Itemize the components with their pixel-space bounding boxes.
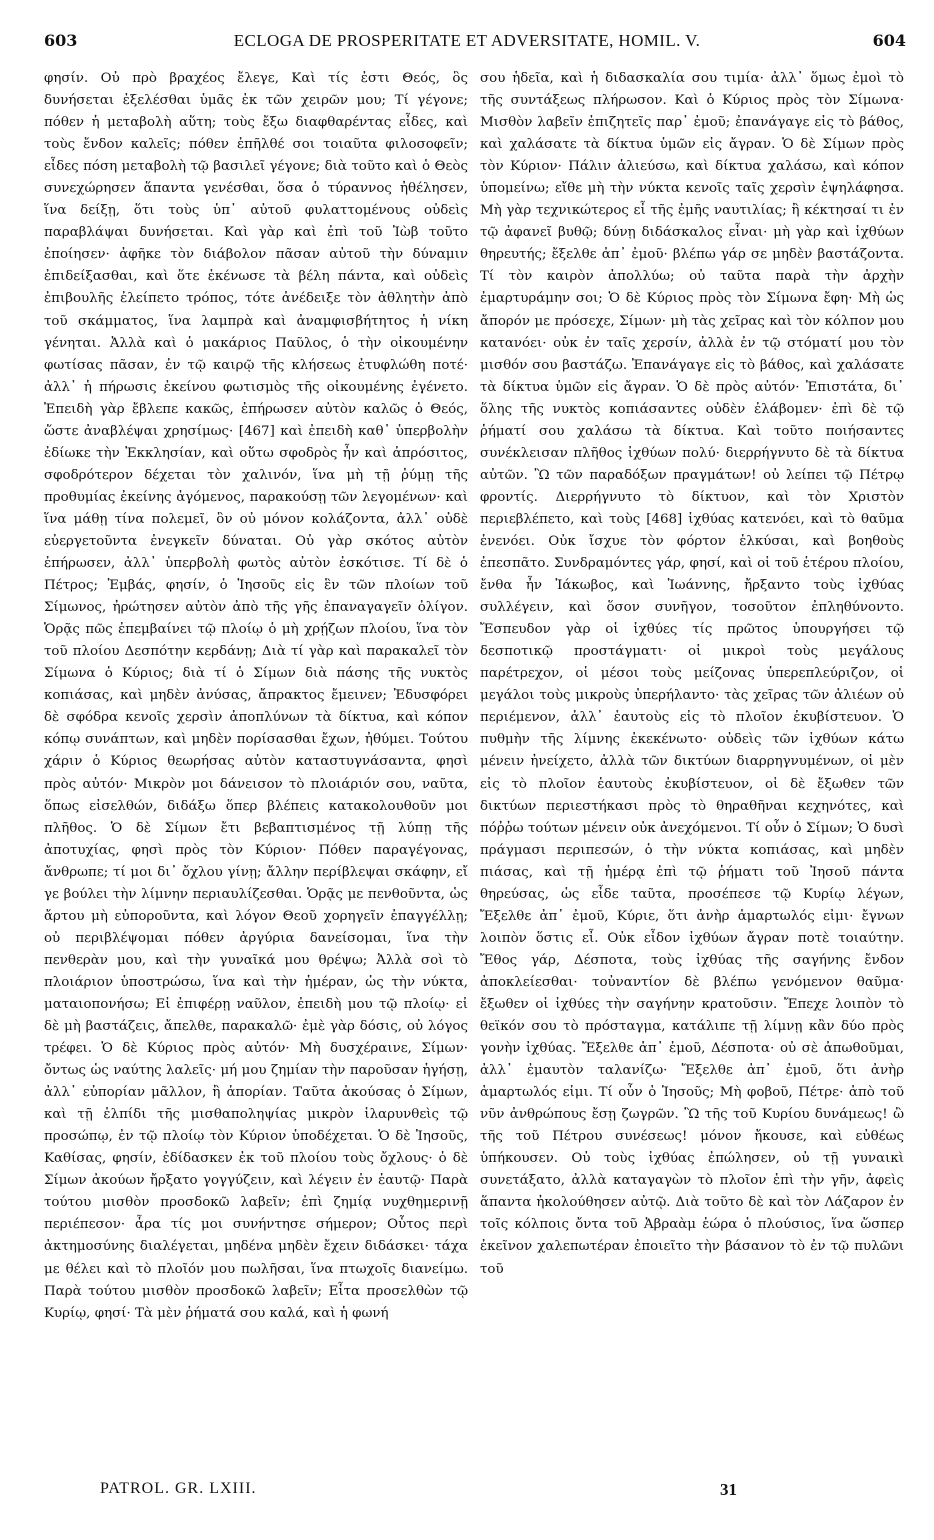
column-right-text: σου ἡδεῖα, καὶ ἡ διδασκαλία σου τιμία· ἀλλ᾽ ὅμως ἐμοὶ τὸ τῆς συντάξεως πλήρωσον. Καὶ ὁ Κύριος πρὸς τὸν Σίμωνα· Μισθὸν λαβεῖν ἐπιζητεῖς παρ᾽ ἐμοῦ; ἐπανάγαγε εἰς τὸ βάθος, καὶ χαλάσατε τὰ δίκτυα ὑμῶν εἰς ἄγραν. Ὁ δὲ Σίμων πρὸς τὸν Κύριον· Πάλιν ἁλιεύσω, καὶ δίκτυα χαλάσω, καὶ κόπον ὑπομείνω; εἴθε μὴ τὴν νύκτα κενοῖς ταῖς χερσὶν ἐψηλάφησα. Μὴ γὰρ τεχνικώτερος εἶ τῆς ἐμῆς ναυτιλίας; ἢ κέκτησαί τι ἐν τῷ ἀφανεῖ βυθῷ; δύνῃ διδάσκαλος εἶναι· μὴ γὰρ καὶ ἰχθύων θηρευτής; ἔξελθε ἀπ᾽ ἐμοῦ· βλέπω γάρ σε μηδὲν βαστάζοντα. Τί τὸν καιρὸν ἀπολλύω; οὐ ταῦτα παρὰ τὴν ἀρχὴν ἐμαρτυράμην σοι; Ὁ δὲ Κύριος πρὸς τὸν Σίμωνα ἔφη· Μὴ ὡς ἄπορόν με πρόσεχε, Σίμων· μὴ τὰς χεῖρας καὶ τὸν κόλπον μου κατανόει· οὐκ ἐν ταῖς χερσίν, ἀλλὰ ἐν τῷ στόματί μου τὸν μισθόν σου βαστάζω. Ἐπανάγαγε εἰς τὸ βάθος, καὶ χαλάσατε τὰ δίκτυα ὑμῶν εἰς ἄγραν. Ὁ δὲ πρὸς αὐτόν· Ἐπιστάτα, δι᾽ ὅλης τῆς νυκτὸς κοπιάσαντες οὐδὲν ἐλάβομεν· ἐπὶ δὲ τῷ ῥήματί σου χαλάσω τὰ δίκτυα. Καὶ τοῦτο ποιήσαντες συνέκλεισαν πλῆθος ἰχθύων πολύ· διερρήγνυτο δὲ τὰ δίκτυα αὐτῶν. Ὢ τῶν παραδόξων πραγμάτων! οὐ λείπει τῷ Πέτρῳ φροντίς. Διερρήγνυτο τὸ δίκτυον, καὶ τὸν Χριστὸν περιεβλέπετο, καὶ τοὺς [468] ἰχθύας κατενόει, καὶ τὸ θαῦμα ἐνενόει. Οὐκ ἴσχυε τὸν φόρτον ἑλκύσαι, καὶ βοηθοὺς ἐπεσπᾶτο. Συνδραμόντες γάρ, φησί, καὶ οἱ τοῦ ἑτέρου πλοίου, ἔνθα ἦν Ἰάκωβος, καὶ Ἰωάννης, ἤρξαντο τοὺς ἰχθύας συλλέγειν, καὶ ὅσον συνῆγον, τοσοῦτον ἐπληθύνοντο. Ἔσπευδον γὰρ οἱ ἰχθύες τίς πρῶτος ὑπουργήσει τῷ δεσποτικῷ προστάγματι· οἱ μικροὶ τοὺς μεγάλους παρέτρεχον, οἱ μέσοι τοὺς μείζονας ὑπερεπλεύριζον, οἱ μεγάλοι τοὺς μικροὺς ὑπερήλαντο· τὰς χεῖρας τῶν ἁλιέων οὐ περιέμενον, ἀλλ᾽ ἑαυτοὺς εἰς τὸ πλοῖον ἐκυβίστευον. Ὁ πυθμὴν τῆς λίμνης ἐκεκένωτο· οὐδεὶς τῶν ἰχθύων κάτω μένειν ἠνείχετο, ἀλλὰ τῶν δικτύων διαρρηγνυμένων, οἱ μὲν εἰς τὸ πλοῖον ἑαυτοὺς ἐκυβίστευον, οἱ δὲ ἔξωθεν τῶν δικτύων περιεστήκασι πρὸς τὸ θηραθῆναι κεχηνότες, καὶ πόῤῥω τούτων μένειν οὐκ ἀνεχόμενοι. Τί οὖν ὁ Σίμων; Ὁ δυσὶ πράγμασι περιπεσών, ὁ τὴν νύκτα κοπιάσας, καὶ μηδὲν πιάσας, καὶ τῇ ἡμέρᾳ ἐπὶ τῷ ῥήματι τοῦ Ἰησοῦ πάντα θηρεύσας, ὡς εἶδε ταῦτα, προσέπεσε τῷ Κυρίῳ λέγων, Ἔξελθε ἀπ᾽ ἐμοῦ, Κύριε, ὅτι ἀνὴρ ἁμαρτωλός εἰμι· ἔγνων λοιπὸν ὅστις εἶ. Οὐκ εἶδον ἰχθύων ἄγραν ποτὲ τοιαύτην. Ἔθος γάρ, Δέσποτα, τοὺς ἰχθύας τῆς σαγήνης ἔνδον ἀποκλείεσθαι· τοὐναντίον δὲ βλέπω γενόμενον θαῦμα· ἔξωθεν οἱ ἰχθύες τὴν σαγήνην κρατοῦσιν. Ἔπεχε λοιπὸν τὸ θεϊκόν σου τὸ πρόσταγμα, κατάλιπε τῇ λίμνῃ κἂν δύο πρὸς γονὴν ἰχθύας. Ἔξελθε ἀπ᾽ ἐμοῦ, Δέσποτα· οὐ σὲ ἀπωθοῦμαι, ἀλλ᾽ ἐμαυτὸν ταλανίζω· Ἔξελθε ἀπ᾽ ἐμοῦ, ὅτι ἀνὴρ ἁμαρτωλός εἰμι. Τί οὖν ὁ Ἰησοῦς; Μὴ φοβοῦ, Πέτρε· ἀπὸ τοῦ νῦν ἀνθρώπους ἔσῃ ζωγρῶν. Ὢ τῆς τοῦ Κυρίου δυνάμεως! ὢ τῆς τοῦ Πέτρου συνέσεως! μόνον ἤκουσε, καὶ εὐθέως ὑπήκουσεν. Οὐ τοὺς ἰχθύας ἐπώλησεν, οὐ τῇ γυναικὶ συνετάξατο, ἀλλὰ καταγαγὼν τὸ πλοῖον ἐπὶ τὴν γῆν, ἀφεὶς ἅπαντα ἠκολούθησεν αὐτῷ. Διὰ τοῦτο δὲ καὶ τὸν Λάζαρον ἐν τοῖς κόλποις ὄντα τοῦ Ἀβραὰμ ἑώρα ὁ πλούσιος, ἵνα ὥσπερ ἐκεῖνον χαλεπωτέραν ἐποιεῖτο τὴν βάσανον τὸ ἐν τῷ πυλῶνι τοῦ <box>480 71 904 1277</box>
footer-sheet-number: 31 <box>720 1480 737 1499</box>
running-title: ECLOGA DE PROSPERITATE ET ADVERSITATE, HOMIL. V. <box>233 31 701 50</box>
column-left-text: φησίν. Οὐ πρὸ βραχέος ἔλεγε, Καὶ τίς ἐστι Θεός, ὃς δυνήσεται ἐξελέσθαι ὑμᾶς ἐκ τῶν χειρῶν μου; Τί γέγονε; πόθεν ἡ μεταβολὴ αὕτη; τοὺς ἔξω διαφθαρέντας εἶδες, καὶ τοὺς ἔνδον καλεῖς; πόθεν ἐπῆλθέ σοι τοιαῦτα φιλοσοφεῖν; εἶδες πόση μεταβολὴ τῷ βασιλεῖ γέγονε; διὰ τοῦτο καὶ ὁ Θεὸς συνεχώρησεν ἅπαντα γενέσθαι, ὅσα ὁ τύραννος ἠθέλησεν, ἵνα δείξῃ, ὅτι τοὺς ὑπ᾽ αὐτοῦ φυλαττομένους οὐδεὶς παραβλάψαι δυνήσεται. Καὶ γὰρ καὶ ἐπὶ τοῦ Ἰὼβ τοῦτο ἐποίησεν· ἀφῆκε τὸν διάβολον πᾶσαν αὐτοῦ τὴν δύναμιν ἐπιδείξασθαι, καὶ ὅτε ἐκένωσε τὰ βέλη πάντα, καὶ οὐδεὶς ἐπιβουλῆς ἐλείπετο τρόπος, τότε ἀνέδειξε τὸν ἀθλητὴν ἀπὸ τοῦ σκάμματος, ἵνα λαμπρὰ καὶ ἀναμφισβήτητος ἡ νίκη γένηται. Ἀλλὰ καὶ ὁ μακάριος Παῦλος, ὁ τὴν οἰκουμένην φωτίσας πᾶσαν, ἐν τῷ καιρῷ τῆς κλήσεως ἐτυφλώθη ποτέ· ἀλλ᾽ ἡ πήρωσις ἐκείνου φωτισμὸς τῆς οἰκουμένης ἐγένετο. Ἐπειδὴ γὰρ ἔβλεπε κακῶς, ἐπήρωσεν αὐτὸν καλῶς ὁ Θεός, ὥστε ἀναβλέψαι χρησίμως· [467] καὶ ἐπειδὴ καθ᾽ ὑπερβολὴν ἐδίωκε τὴν Ἐκκλησίαν, καὶ οὕτω σφοδρὸς ἦν καὶ ἀπρόσιτος, σφοδρότερον δέχεται τὸν χαλινόν, ἵνα μὴ τῇ ῥύμῃ τῆς προθυμίας ἐκείνης ἀγόμενος, παρακούσῃ τῶν λεγομένων· καὶ ἵνα μάθῃ τίνα πολεμεῖ, ὃν οὐ μόνον κολάζοντα, ἀλλ᾽ οὐδὲ εὐεργετοῦντα ἐνεγκεῖν δύναται. Οὐ γὰρ σκότος αὐτὸν ἐπήρωσεν, ἀλλ᾽ ὑπερβολὴ φωτὸς αὐτὸν ἐσκότισε. Τί δὲ ὁ Πέτρος; Ἐμβάς, φησίν, ὁ Ἰησοῦς εἰς ἓν τῶν πλοίων τοῦ Σίμωνος, ἠρώτησεν αὐτὸν ἀπὸ τῆς γῆς ἐπαναγαγεῖν ὀλίγον. Ὁρᾷς πῶς ἐπεμβαίνει τῷ πλοίῳ ὁ μὴ χρῄζων πλοίου, ἵνα τὸν τοῦ πλοίου Δεσπότην κερδάνῃ; Διὰ τί γὰρ καὶ παρακαλεῖ τὸν Σίμωνα ὁ Κύριος; διὰ τί ὁ Σίμων διὰ πάσης τῆς νυκτὸς κοπιάσας, καὶ μηδὲν ἀνύσας, ἄπρακτος ἔμεινεν; Ἐδυσφόρει δὲ σφόδρα κενοῖς χερσὶν ἀποπλύνων τὰ δίκτυα, καὶ κόπον κόπῳ συνάπτων, καὶ μηδὲν πορίσασθαι ἔχων, ἠθύμει. Τούτου χάριν ὁ Κύριος θεωρήσας αὐτὸν καταστυγνάσαντα, φησὶ πρὸς αὐτόν· Μικρὸν μοι δάνεισον τὸ πλοιάριόν σου, ναῦτα, ὅπως εἰσελθών, διδάξω ὅπερ βλέπεις κατακολουθοῦν μοι πλῆθος. Ὁ δὲ Σίμων ἔτι βεβαπτισμένος τῇ λύπῃ τῆς ἀποτυχίας, φησὶ πρὸς τὸν Κύριον· Πόθεν παραγέγονας, ἄνθρωπε; τί μοι δι᾽ ὄχλου γίνῃ; ἄλλην περίβλεψαι σκάφην, εἴ γε βούλει τὴν λίμνην περιαυλίζεσθαι. Ὁρᾷς με πενθοῦντα, ὡς ἄρτου μὴ εὐποροῦντα, καὶ λόγον Θεοῦ χορηγεῖν ἐπαγγέλλῃ; οὐ περιβλέψομαι πόθεν ἀργύρια δανείσομαι, ἵνα τὴν πενθερὰν μου, καὶ τὴν γυναῖκά μου θρέψω; Ἀλλὰ σοὶ τὸ πλοιάριον ὑποστρώσω, ἵνα καὶ τὴν ἡμέραν, ὡς τὴν νύκτα, ματαιοπονήσω; Εἰ ἐπιφέρῃ ναῦλον, ἐπειδὴ μου τῷ πλοίῳ· εἰ δὲ μὴ βαστάζεις, ἄπελθε, παρακαλῶ· ἐμὲ γὰρ δόσις, οὐ λόγος τρέφει. Ὁ δὲ Κύριος πρὸς αὐτόν· Μὴ δυσχέραινε, Σίμων· ὄντως ὡς ναύτης λαλεῖς· μή μου ζημίαν τὴν παροῦσαν ἡγήσῃ, ἀλλ᾽ εὐπορίαν μᾶλλον, ἢ ἀπορίαν. Ταῦτα ἀκούσας ὁ Σίμων, καὶ τῇ ἐλπίδι τῆς μισθαποληψίας μικρὸν ἱλαρυνθεὶς τῷ προσώπῳ, ἐν τῷ πλοίῳ τὸν Κύριον ὑποδέχεται. Ὁ δὲ Ἰησοῦς, Καθίσας, φησίν, ἐδίδασκεν ἐκ τοῦ πλοίου τοὺς ὄχλους· ὁ δὲ Σίμων ἀκούων ἤρξατο γογγύζειν, καὶ λέγειν ἐν ἑαυτῷ· Παρὰ τούτου μισθὸν προσδοκῶ λαβεῖν; ἐπὶ ζημίᾳ νυχθημερινῇ περιέπεσον· ἆρα τίς μοι συνήντησε σήμερον; Οὗτος περὶ ἀκτημοσύνης διαλέγεται, μηδένα μηδὲν ἔχειν διδάσκει· τάχα με θέλει καὶ τὸ πλοῖόν μου πωλῆσαι, ἵνα πτωχοῖς διανείμω. Παρὰ τούτου μισθὸν προσδοκῶ λαβεῖν; Εἶτα προσελθὼν τῷ Κυρίῳ, φησί· Τὰ μὲν ῥήματά σου καλά, καὶ ἡ φωνή <box>44 71 468 1321</box>
page-number-right: 604 <box>872 31 906 50</box>
page-header <box>0 31 934 55</box>
footer-signature: PATROL. GR. LXIII. <box>100 1480 257 1497</box>
text-column-right <box>480 68 904 1468</box>
text-column-left <box>44 68 468 1468</box>
page-number-left: 603 <box>44 31 78 50</box>
page-footer <box>0 1480 934 1504</box>
